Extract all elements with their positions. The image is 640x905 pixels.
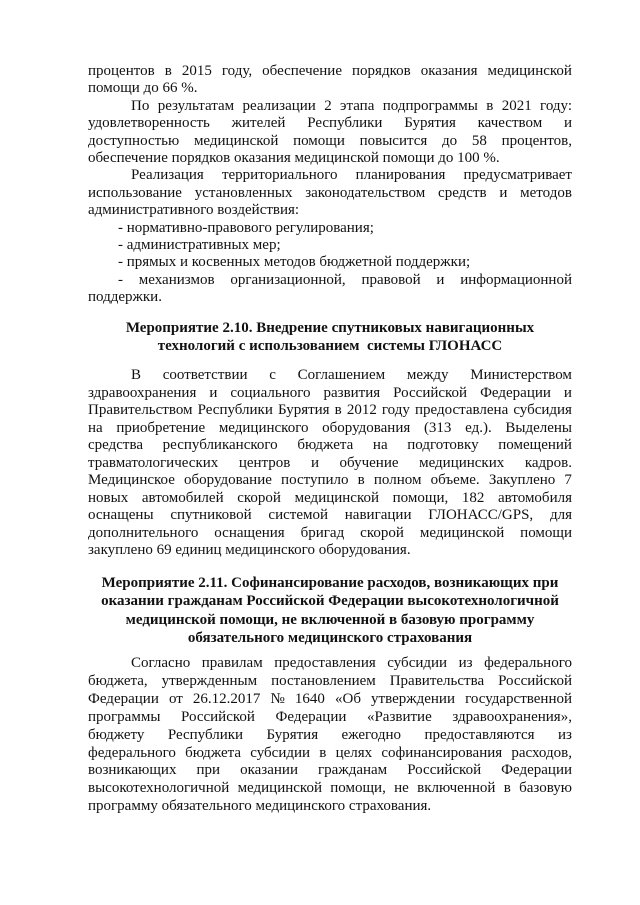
word: оказании [240, 762, 298, 779]
text-line [88, 507, 572, 525]
text-line [88, 115, 572, 132]
word: (313 [423, 419, 452, 436]
word: и [209, 384, 218, 401]
word: обеспечение [262, 63, 342, 79]
word: навигации [344, 507, 412, 523]
word: обучение [339, 454, 399, 471]
text-line [88, 185, 572, 202]
text-line [88, 727, 572, 745]
word: качеством [477, 115, 543, 132]
word: оборудования [322, 419, 411, 436]
word: Медицинское [88, 472, 175, 488]
word: 2 [324, 97, 332, 114]
text-line: помощи до 66 %. [88, 80, 198, 97]
word: правовой [361, 271, 421, 288]
text-line [88, 420, 572, 438]
heading-line: обязательного медицинского страхования [187, 629, 473, 646]
word: Российской [407, 762, 482, 779]
word: бюджета [297, 437, 354, 453]
section-2-11-heading [88, 574, 572, 647]
text-line [88, 455, 572, 473]
word: медицинской [294, 489, 380, 506]
word: субсидии [387, 655, 448, 671]
word: бригад [300, 524, 345, 541]
heading-line: оказании гражданам Российской Федерации высокотехнологичной [101, 593, 559, 610]
word: в [503, 780, 511, 797]
word: медицинской [419, 524, 505, 541]
text-line: программу обязательного медицинского страхования. [88, 798, 432, 815]
word: Российской [393, 384, 468, 401]
word: скорой [360, 524, 404, 541]
word: и [436, 271, 445, 288]
word: информационной [460, 271, 572, 288]
word: субсидии [250, 744, 311, 761]
word: включенной [417, 780, 496, 797]
word: социального [230, 384, 311, 401]
word: базовую [519, 780, 572, 797]
word: подготовку [407, 437, 479, 453]
word: целях [335, 744, 373, 761]
word: № [270, 690, 285, 707]
word: утвержденным [161, 672, 258, 689]
heading-line: медицинской помощи, не включенной в базовую программу [125, 611, 535, 628]
word: установленных [194, 184, 293, 201]
paragraph-first-line [88, 655, 572, 673]
word: реализации [242, 97, 316, 114]
word: от [168, 690, 183, 707]
text-line [88, 691, 572, 709]
word: Федерации [480, 384, 551, 401]
word: 58 [471, 132, 487, 149]
word: Соглашением [297, 367, 386, 383]
word: этапа [340, 97, 375, 114]
word: организационной, [230, 271, 346, 288]
word: утверждении [371, 690, 455, 707]
word: использование [88, 184, 182, 201]
word: году [381, 402, 410, 418]
word: софинансирования [381, 744, 503, 761]
heading-line: Мероприятие 2.10. Внедрение спутниковых навигационных [125, 320, 535, 336]
word: Федерации [275, 708, 347, 725]
word: удовлетворенность [88, 115, 210, 132]
text-line [88, 780, 572, 798]
word: 2012 [346, 402, 377, 418]
text-line [88, 745, 572, 763]
word: планирования [355, 167, 446, 184]
word: оказания [420, 63, 478, 79]
word: медицинского [218, 419, 309, 436]
word: программы [88, 708, 161, 725]
paragraph-first-line [88, 367, 572, 385]
word: помещений [498, 437, 572, 453]
text-line: закуплено 69 единиц медицинского оборудования. [88, 542, 411, 558]
heading-line: технологий с использованием системы ГЛОНАСС [157, 338, 503, 354]
word: центров [238, 454, 291, 471]
text-line [88, 402, 572, 420]
word: оснащены [88, 507, 154, 523]
word: помощи, [330, 780, 386, 797]
word: федерального [88, 744, 176, 761]
text-line [88, 472, 572, 490]
word: 26.12.2017 [192, 690, 261, 707]
word: средства [88, 437, 144, 453]
word: скорой [237, 489, 281, 506]
word: до [441, 132, 458, 149]
text-line [88, 525, 572, 543]
word: Выделены [505, 419, 572, 436]
word: объеме. [430, 472, 480, 488]
word: оснащения [214, 524, 285, 541]
word: Федерации [88, 690, 159, 707]
heading-line: Мероприятие 2.11. Софинансирование расходов, возникающих при [101, 575, 559, 591]
word: и [499, 184, 508, 201]
word: Закуплено [488, 472, 556, 488]
word: медицинских [419, 454, 505, 471]
word: году: [540, 97, 572, 114]
word: бюджета, [88, 672, 148, 689]
word: предоставляются [424, 726, 535, 743]
word: из [458, 655, 473, 671]
word: на [88, 419, 103, 436]
word: ед.). [465, 419, 492, 436]
text-line [88, 385, 572, 403]
word: новых [88, 489, 129, 506]
word: ГЛОНАСС/GPS, [428, 507, 534, 523]
word: республиканского [162, 437, 278, 453]
word: оборудование [184, 472, 272, 488]
word: Российской [498, 672, 572, 689]
word: соответствии [162, 367, 248, 383]
word: Республики [307, 115, 383, 132]
word: Бурятия [277, 402, 330, 418]
list-item-continuation: поддержки. [88, 289, 162, 306]
word: Правительства [389, 672, 485, 689]
word: методов [520, 184, 572, 201]
text-line [88, 490, 572, 508]
word: Бурятия [404, 115, 456, 132]
word: 2021 [501, 97, 532, 114]
word: помощи, [392, 489, 449, 506]
word: и [310, 454, 319, 471]
list-item: - нормативно-правового регулирования; [118, 219, 374, 236]
word: процентов [88, 63, 155, 79]
text-line [88, 63, 572, 80]
word: не [394, 780, 409, 797]
word: и [563, 384, 572, 401]
text-line: административного воздействия: [88, 202, 300, 219]
word: Российской [181, 708, 255, 725]
paragraph-first-line [88, 167, 572, 184]
word: травматологических [88, 454, 219, 471]
word: в [334, 402, 342, 418]
word: между [406, 367, 449, 383]
word: медицинской [237, 780, 322, 797]
word: 7 [564, 472, 572, 488]
section-2-11-paragraph [88, 655, 572, 816]
word: средств [438, 184, 487, 201]
word: поступило [281, 472, 349, 488]
text-line [88, 762, 572, 780]
word: государственной [465, 690, 572, 707]
word: Министерством [470, 367, 572, 383]
word: расходов, [511, 744, 572, 761]
word: Согласно [131, 655, 191, 671]
word: - [118, 271, 123, 288]
word: бюджету [88, 726, 145, 743]
word: Правительством [88, 402, 193, 418]
word: «Развитие [366, 708, 432, 725]
word: порядков [352, 63, 411, 79]
word: помощи [293, 132, 345, 149]
word: «Об [334, 690, 361, 707]
word: ежегодно [341, 726, 402, 743]
word: высокотехнологичной [88, 780, 230, 797]
word: году, [221, 63, 253, 79]
word: механизмов [138, 271, 215, 288]
list-item [88, 272, 572, 289]
word: для [549, 507, 572, 523]
word: развития [323, 384, 381, 401]
word: предоставлена [414, 402, 509, 418]
word: в [164, 63, 172, 79]
word: Республики [197, 402, 273, 418]
word: здравоохранения», [452, 708, 572, 725]
word: Бурятия [266, 726, 319, 743]
word: повысится [359, 132, 428, 149]
section-2-10-heading [88, 319, 572, 355]
word: Федерации [501, 762, 572, 779]
word: Реализация [131, 167, 204, 184]
word: при [196, 762, 221, 779]
word: доступностью [88, 132, 180, 149]
word: правилам [201, 655, 263, 671]
word: здравоохранения [88, 384, 197, 401]
word: медицинской [193, 132, 279, 149]
word: приобретение [116, 419, 206, 436]
word: постановлением [271, 672, 376, 689]
list-item: - прямых и косвенных методов бюджетной поддержки; [118, 254, 471, 271]
word: автомобиля [498, 489, 572, 506]
word: спутниковой [170, 507, 252, 523]
text-line [88, 673, 572, 691]
word: субсидия [513, 402, 572, 418]
word: гражданам [318, 762, 388, 779]
word: автомобилей [141, 489, 224, 506]
word: 182 [461, 489, 485, 506]
section-2-10-paragraph [88, 367, 572, 560]
word: в [319, 744, 327, 761]
word: медицинской [487, 63, 572, 79]
word: в [486, 97, 494, 114]
word: из [558, 726, 572, 743]
word: помощи [520, 524, 572, 541]
text-line: обеспечение порядков оказания медицинской помощи до 100 %. [88, 150, 500, 167]
list-item: - административных мер; [118, 237, 281, 254]
word: и [563, 115, 572, 132]
intro-text-block [88, 63, 572, 307]
word: 2015 [181, 63, 212, 79]
word: дополнительного [88, 524, 199, 541]
paragraph-first-line [88, 98, 572, 115]
word: процентов, [501, 132, 572, 149]
word: В [131, 367, 142, 383]
word: подпрограммы [382, 97, 478, 114]
word: возникающих [88, 762, 177, 779]
word: предоставления [274, 655, 376, 671]
word: Республики [167, 726, 244, 743]
word: результатам [157, 97, 235, 114]
word: системой [268, 507, 328, 523]
word: предусматривает [463, 167, 572, 184]
text-line [88, 709, 572, 727]
word: законодательством [305, 184, 426, 201]
text-line [88, 437, 572, 455]
word: 1640 [294, 690, 325, 707]
word: территориального [221, 167, 338, 184]
word: на [372, 437, 388, 453]
word: жителей [231, 115, 286, 132]
word: федерального [484, 655, 572, 671]
word: в [357, 472, 365, 488]
text-line [88, 133, 572, 150]
word: полном [373, 472, 422, 488]
word: По [131, 97, 150, 114]
word: с [269, 367, 276, 383]
word: бюджета [185, 744, 242, 761]
word: кадров. [524, 454, 572, 471]
